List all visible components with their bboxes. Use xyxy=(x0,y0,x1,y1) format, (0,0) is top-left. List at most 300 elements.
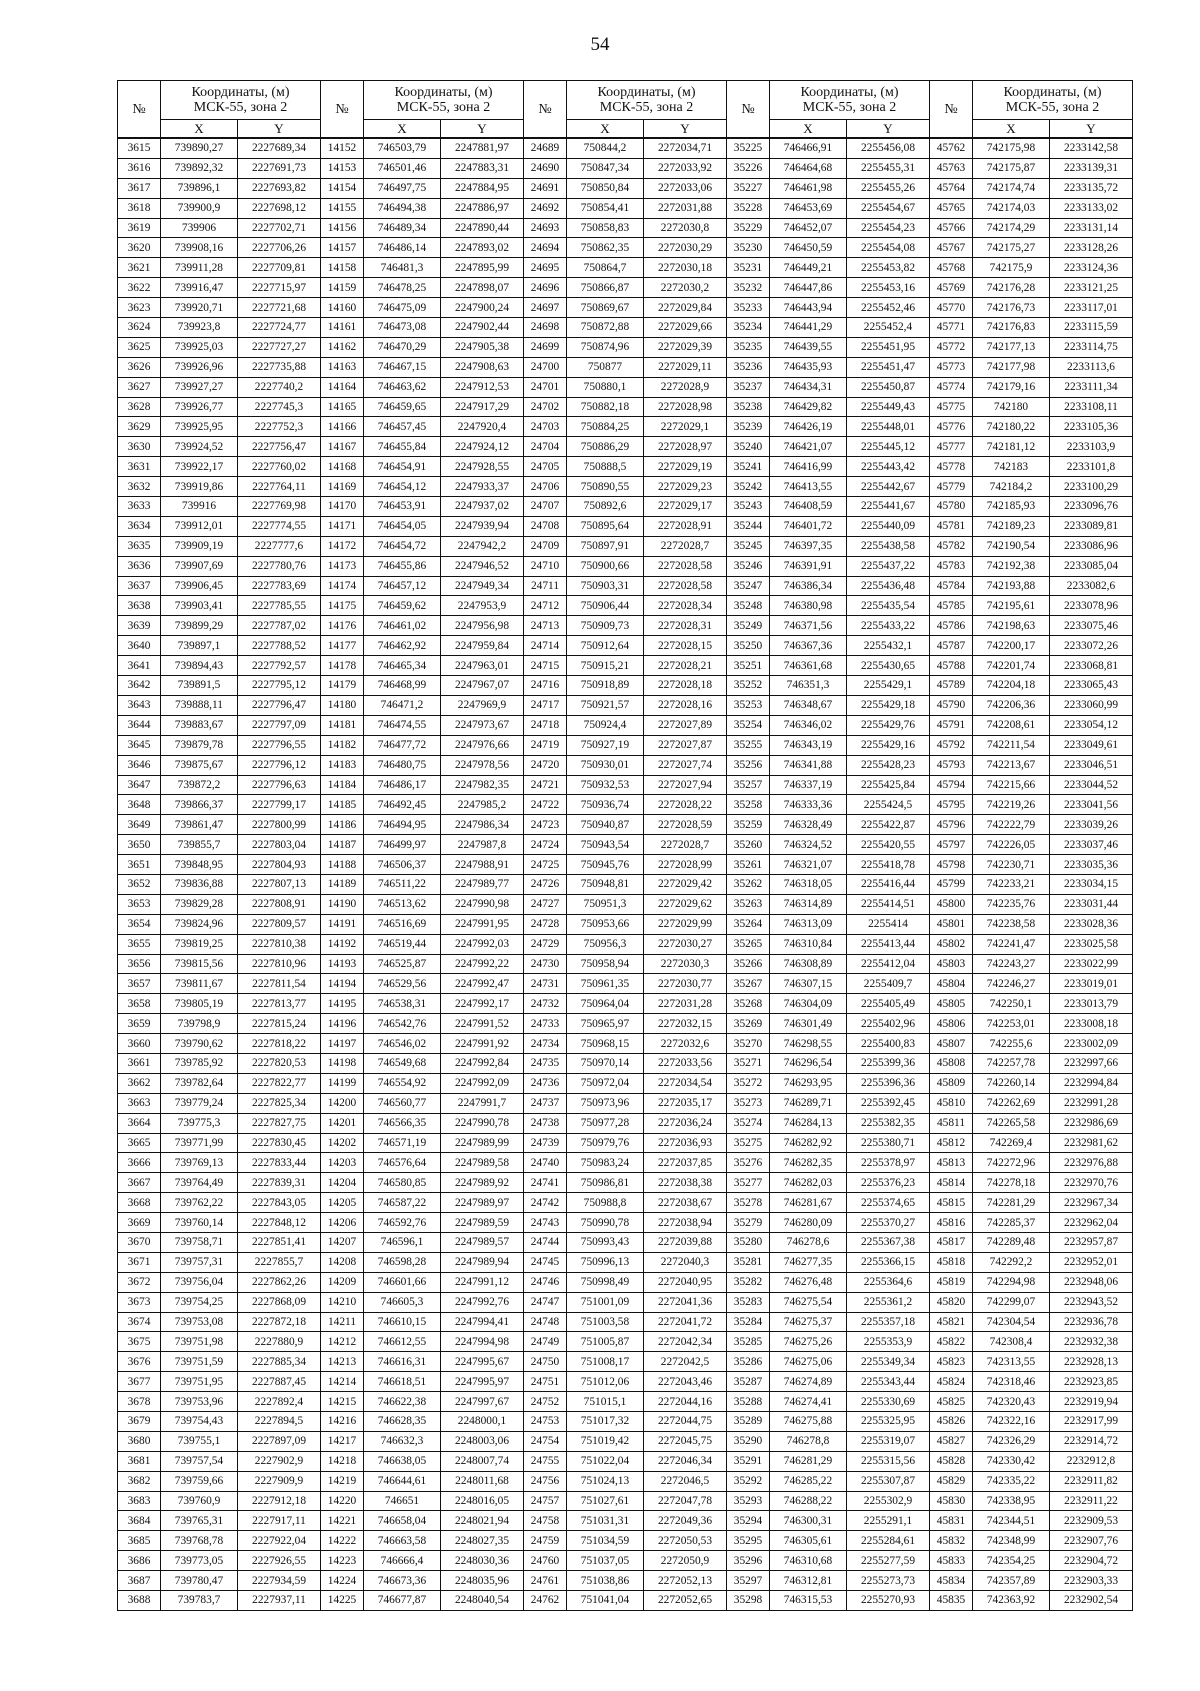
coord-y: 2227839,31 xyxy=(238,1173,321,1193)
coord-x: 742195,61 xyxy=(973,596,1050,616)
table-row xyxy=(118,576,1133,596)
coord-y: 2232912,8 xyxy=(1050,1451,1133,1471)
point-number: 35237 xyxy=(727,377,770,397)
coord-y: 2255364,6 xyxy=(847,1272,930,1292)
coord-y: 2232943,52 xyxy=(1050,1292,1133,1312)
coord-x: 746426,19 xyxy=(770,417,847,437)
table-row xyxy=(118,1491,1133,1511)
point-number: 24694 xyxy=(524,238,567,258)
coord-x: 742183 xyxy=(973,457,1050,477)
coord-x: 750973,96 xyxy=(567,1093,644,1113)
coord-x: 750862,35 xyxy=(567,238,644,258)
coord-y: 2233044,52 xyxy=(1050,775,1133,795)
coord-x: 746328,49 xyxy=(770,815,847,835)
coord-x: 739757,31 xyxy=(161,1252,238,1272)
coord-x: 750903,31 xyxy=(567,576,644,596)
point-number: 14212 xyxy=(321,1332,364,1352)
coord-x: 751015,1 xyxy=(567,1392,644,1412)
point-number: 35256 xyxy=(727,755,770,775)
coord-y: 2272030,29 xyxy=(644,238,727,258)
table-row xyxy=(118,258,1133,278)
coord-y: 2227787,02 xyxy=(238,616,321,636)
coord-x: 742299,07 xyxy=(973,1292,1050,1312)
point-number: 45771 xyxy=(930,318,973,338)
coord-x: 739897,1 xyxy=(161,636,238,656)
coord-y: 2272033,06 xyxy=(644,178,727,198)
table-row xyxy=(118,1531,1133,1551)
coord-y: 2255435,54 xyxy=(847,596,930,616)
coord-x: 746596,1 xyxy=(364,1232,441,1252)
coord-y: 2247953,9 xyxy=(441,596,524,616)
coord-y: 2272027,74 xyxy=(644,755,727,775)
point-number: 45783 xyxy=(930,556,973,576)
coord-x: 746310,84 xyxy=(770,934,847,954)
point-number: 3669 xyxy=(118,1213,161,1233)
table-row xyxy=(118,636,1133,656)
point-number: 45799 xyxy=(930,874,973,894)
coord-x: 739754,25 xyxy=(161,1292,238,1312)
coord-x: 751003,58 xyxy=(567,1312,644,1332)
table-row xyxy=(118,795,1133,815)
coord-y: 2247890,44 xyxy=(441,218,524,238)
point-number: 3668 xyxy=(118,1193,161,1213)
coord-x: 742190,54 xyxy=(973,536,1050,556)
coord-x: 746312,81 xyxy=(770,1571,847,1591)
coord-x: 742278,18 xyxy=(973,1173,1050,1193)
point-number: 14179 xyxy=(321,676,364,696)
point-number: 35230 xyxy=(727,238,770,258)
coord-y: 2232952,01 xyxy=(1050,1252,1133,1272)
header-number: № xyxy=(118,81,161,139)
point-number: 45823 xyxy=(930,1352,973,1372)
point-number: 3649 xyxy=(118,815,161,835)
coord-y: 2248007,74 xyxy=(441,1451,524,1471)
point-number: 14172 xyxy=(321,536,364,556)
point-number: 3615 xyxy=(118,138,161,158)
table-row xyxy=(118,1571,1133,1591)
table-row xyxy=(118,855,1133,875)
coord-x: 739925,03 xyxy=(161,337,238,357)
coord-x: 746519,44 xyxy=(364,934,441,954)
coord-y: 2247895,99 xyxy=(441,258,524,278)
coord-y: 2255437,22 xyxy=(847,556,930,576)
coord-y: 2233019,01 xyxy=(1050,974,1133,994)
coord-y: 2255392,45 xyxy=(847,1093,930,1113)
coord-y: 2247963,01 xyxy=(441,656,524,676)
coord-x: 746298,55 xyxy=(770,1034,847,1054)
coord-y: 2233124,36 xyxy=(1050,258,1133,278)
point-number: 24726 xyxy=(524,874,567,894)
coord-x: 742322,16 xyxy=(973,1412,1050,1432)
coord-y: 2227825,34 xyxy=(238,1093,321,1113)
coord-y: 2233054,12 xyxy=(1050,715,1133,735)
coord-y: 2232928,13 xyxy=(1050,1352,1133,1372)
header-x: X xyxy=(161,120,238,139)
coord-y: 2233100,29 xyxy=(1050,477,1133,497)
point-number: 24714 xyxy=(524,636,567,656)
point-number: 3676 xyxy=(118,1352,161,1372)
point-number: 3622 xyxy=(118,278,161,298)
coord-y: 2233008,18 xyxy=(1050,1014,1133,1034)
point-number: 3641 xyxy=(118,656,161,676)
point-number: 45804 xyxy=(930,974,973,994)
coord-x: 746455,84 xyxy=(364,437,441,457)
coord-y: 2227808,91 xyxy=(238,894,321,914)
coord-y: 2248027,35 xyxy=(441,1531,524,1551)
coord-y: 2272027,89 xyxy=(644,715,727,735)
coord-x: 750909,73 xyxy=(567,616,644,636)
header-coordinates xyxy=(973,81,1133,120)
coord-y: 2255441,67 xyxy=(847,497,930,517)
coord-y: 2227892,4 xyxy=(238,1392,321,1412)
coord-x: 742255,6 xyxy=(973,1034,1050,1054)
table-row xyxy=(118,497,1133,517)
point-number: 24740 xyxy=(524,1153,567,1173)
point-number: 14181 xyxy=(321,715,364,735)
coord-y: 2255440,09 xyxy=(847,516,930,536)
coord-x: 739824,96 xyxy=(161,914,238,934)
coord-y: 2255438,58 xyxy=(847,536,930,556)
coord-y: 2233114,75 xyxy=(1050,337,1133,357)
coord-x: 746560,77 xyxy=(364,1093,441,1113)
point-number: 45780 xyxy=(930,497,973,517)
point-number: 35228 xyxy=(727,198,770,218)
point-number: 35254 xyxy=(727,715,770,735)
coord-x: 742354,25 xyxy=(973,1551,1050,1571)
coord-y: 2247995,67 xyxy=(441,1352,524,1372)
coord-x: 739751,95 xyxy=(161,1372,238,1392)
header-coordinates xyxy=(364,81,524,120)
coord-y: 2272046,34 xyxy=(644,1451,727,1471)
coord-x: 750924,4 xyxy=(567,715,644,735)
coord-y: 2255380,71 xyxy=(847,1133,930,1153)
coord-y: 2247989,99 xyxy=(441,1133,524,1153)
coord-y: 2272029,17 xyxy=(644,497,727,517)
coord-y: 2247902,44 xyxy=(441,318,524,338)
coord-y: 2232902,54 xyxy=(1050,1591,1133,1611)
point-number: 24702 xyxy=(524,397,567,417)
header-number: № xyxy=(727,81,770,139)
coord-y: 2233086,96 xyxy=(1050,536,1133,556)
coord-x: 739765,31 xyxy=(161,1511,238,1531)
coord-x: 746346,02 xyxy=(770,715,847,735)
coord-y: 2227735,88 xyxy=(238,357,321,377)
point-number: 3670 xyxy=(118,1232,161,1252)
coord-x: 742180,22 xyxy=(973,417,1050,437)
coord-y: 2247989,92 xyxy=(441,1173,524,1193)
coord-y: 2272043,46 xyxy=(644,1372,727,1392)
point-number: 14196 xyxy=(321,1014,364,1034)
coord-y: 2247992,84 xyxy=(441,1053,524,1073)
coord-y: 2255418,78 xyxy=(847,855,930,875)
point-number: 45777 xyxy=(930,437,973,457)
coord-y: 2227872,18 xyxy=(238,1312,321,1332)
coord-y: 2247985,2 xyxy=(441,795,524,815)
coord-x: 750915,21 xyxy=(567,656,644,676)
point-number: 14200 xyxy=(321,1093,364,1113)
coord-y: 2227689,34 xyxy=(238,138,321,158)
coord-x: 746651 xyxy=(364,1491,441,1511)
point-number: 35257 xyxy=(727,775,770,795)
table-row xyxy=(118,695,1133,715)
coord-x: 746321,07 xyxy=(770,855,847,875)
coord-y: 2232986,69 xyxy=(1050,1113,1133,1133)
coord-y: 2255396,36 xyxy=(847,1073,930,1093)
coord-y: 2233078,96 xyxy=(1050,596,1133,616)
coord-y: 2255450,87 xyxy=(847,377,930,397)
point-number: 14203 xyxy=(321,1153,364,1173)
coord-x: 742213,67 xyxy=(973,755,1050,775)
coord-y: 2227797,09 xyxy=(238,715,321,735)
table-row xyxy=(118,178,1133,198)
coord-y: 2227827,75 xyxy=(238,1113,321,1133)
point-number: 3629 xyxy=(118,417,161,437)
coord-x: 751012,06 xyxy=(567,1372,644,1392)
coord-x: 742233,21 xyxy=(973,874,1050,894)
coord-x: 746618,51 xyxy=(364,1372,441,1392)
point-number: 45819 xyxy=(930,1272,973,1292)
point-number: 24741 xyxy=(524,1173,567,1193)
coord-y: 2255451,47 xyxy=(847,357,930,377)
coord-y: 2247920,4 xyxy=(441,417,524,437)
point-number: 45764 xyxy=(930,178,973,198)
point-number: 45802 xyxy=(930,934,973,954)
coord-y: 2233060,99 xyxy=(1050,695,1133,715)
coord-y: 2227740,2 xyxy=(238,377,321,397)
coord-y: 2227820,53 xyxy=(238,1053,321,1073)
coord-x: 746341,88 xyxy=(770,755,847,775)
coord-x: 742253,01 xyxy=(973,1014,1050,1034)
coord-x: 746435,93 xyxy=(770,357,847,377)
point-number: 3678 xyxy=(118,1392,161,1412)
coord-x: 746467,15 xyxy=(364,357,441,377)
coord-x: 746549,68 xyxy=(364,1053,441,1073)
coord-y: 2255325,95 xyxy=(847,1412,930,1432)
header-coordinates xyxy=(567,81,727,120)
point-number: 3623 xyxy=(118,298,161,318)
point-number: 35282 xyxy=(727,1272,770,1292)
point-number: 35236 xyxy=(727,357,770,377)
coord-y: 2255307,87 xyxy=(847,1471,930,1491)
coord-x: 742175,98 xyxy=(973,138,1050,158)
coord-x: 742246,27 xyxy=(973,974,1050,994)
point-number: 3686 xyxy=(118,1551,161,1571)
point-number: 45775 xyxy=(930,397,973,417)
coord-y: 2227715,97 xyxy=(238,278,321,298)
coord-y: 2233035,36 xyxy=(1050,855,1133,875)
coord-y: 2247989,58 xyxy=(441,1153,524,1173)
point-number: 45807 xyxy=(930,1034,973,1054)
coord-x: 750986,81 xyxy=(567,1173,644,1193)
coord-x: 746447,86 xyxy=(770,278,847,298)
point-number: 14192 xyxy=(321,934,364,954)
coord-y: 2232997,66 xyxy=(1050,1053,1133,1073)
point-number: 14159 xyxy=(321,278,364,298)
point-number: 24707 xyxy=(524,497,567,517)
coord-x: 746592,76 xyxy=(364,1213,441,1233)
table-row xyxy=(118,1372,1133,1392)
coord-x: 746477,72 xyxy=(364,735,441,755)
point-number: 14185 xyxy=(321,795,364,815)
coord-x: 742308,4 xyxy=(973,1332,1050,1352)
point-number: 45788 xyxy=(930,656,973,676)
coord-y: 2233111,34 xyxy=(1050,377,1133,397)
coord-x: 739925,95 xyxy=(161,417,238,437)
coord-y: 2272027,87 xyxy=(644,735,727,755)
point-number: 35289 xyxy=(727,1412,770,1432)
coord-y: 2247987,8 xyxy=(441,835,524,855)
coord-y: 2255378,97 xyxy=(847,1153,930,1173)
table-row xyxy=(118,437,1133,457)
coord-x: 742330,42 xyxy=(973,1451,1050,1471)
coord-y: 2227777,6 xyxy=(238,536,321,556)
coord-y: 2272047,78 xyxy=(644,1491,727,1511)
point-number: 14154 xyxy=(321,178,364,198)
coord-x: 746554,92 xyxy=(364,1073,441,1093)
coord-x: 746275,06 xyxy=(770,1352,847,1372)
point-number: 35253 xyxy=(727,695,770,715)
coord-x: 746337,19 xyxy=(770,775,847,795)
coord-y: 2233142,58 xyxy=(1050,138,1133,158)
table-row xyxy=(118,556,1133,576)
point-number: 14214 xyxy=(321,1372,364,1392)
coord-x: 746474,55 xyxy=(364,715,441,735)
coord-y: 2272028,9 xyxy=(644,377,727,397)
coord-x: 750858,83 xyxy=(567,218,644,238)
point-number: 45790 xyxy=(930,695,973,715)
point-number: 24703 xyxy=(524,417,567,437)
coord-x: 746566,35 xyxy=(364,1113,441,1133)
coord-x: 746281,67 xyxy=(770,1193,847,1213)
coord-y: 2227795,12 xyxy=(238,676,321,696)
coord-y: 2247994,98 xyxy=(441,1332,524,1352)
coord-x: 739924,52 xyxy=(161,437,238,457)
point-number: 24728 xyxy=(524,914,567,934)
table-row xyxy=(118,1392,1133,1412)
coord-y: 2227917,11 xyxy=(238,1511,321,1531)
table-row xyxy=(118,1451,1133,1471)
coord-y: 2255456,08 xyxy=(847,138,930,158)
table-row xyxy=(118,1073,1133,1093)
coord-x: 746605,3 xyxy=(364,1292,441,1312)
coord-y: 2255428,23 xyxy=(847,755,930,775)
coord-y: 2272038,38 xyxy=(644,1173,727,1193)
coord-y: 2272028,91 xyxy=(644,516,727,536)
point-number: 3675 xyxy=(118,1332,161,1352)
coord-y: 2233131,14 xyxy=(1050,218,1133,238)
point-number: 14167 xyxy=(321,437,364,457)
point-number: 45787 xyxy=(930,636,973,656)
coord-y: 2227796,47 xyxy=(238,695,321,715)
coord-x: 746481,3 xyxy=(364,258,441,278)
coord-x: 750895,64 xyxy=(567,516,644,536)
coord-x: 746628,35 xyxy=(364,1412,441,1432)
header-y: Y xyxy=(238,120,321,139)
coord-x: 739779,24 xyxy=(161,1093,238,1113)
coord-x: 739773,05 xyxy=(161,1551,238,1571)
coord-y: 2247969,9 xyxy=(441,695,524,715)
point-number: 14222 xyxy=(321,1531,364,1551)
coord-x: 739922,17 xyxy=(161,457,238,477)
coord-y: 2232994,84 xyxy=(1050,1073,1133,1093)
coord-y: 2272035,17 xyxy=(644,1093,727,1113)
coord-y: 2247967,07 xyxy=(441,676,524,696)
point-number: 14199 xyxy=(321,1073,364,1093)
point-number: 45832 xyxy=(930,1531,973,1551)
point-number: 24696 xyxy=(524,278,567,298)
coord-y: 2232909,53 xyxy=(1050,1511,1133,1531)
header-number: № xyxy=(321,81,364,139)
coord-y: 2255414,51 xyxy=(847,894,930,914)
point-number: 14210 xyxy=(321,1292,364,1312)
coord-x: 739758,71 xyxy=(161,1232,238,1252)
coord-y: 2272042,34 xyxy=(644,1332,727,1352)
coord-y: 2232948,06 xyxy=(1050,1272,1133,1292)
point-number: 14160 xyxy=(321,298,364,318)
coord-y: 2255453,16 xyxy=(847,278,930,298)
coord-x: 750897,91 xyxy=(567,536,644,556)
table-row xyxy=(118,536,1133,556)
table-row xyxy=(118,1511,1133,1531)
point-number: 3624 xyxy=(118,318,161,338)
point-number: 14176 xyxy=(321,616,364,636)
coord-y: 2272029,84 xyxy=(644,298,727,318)
point-number: 14162 xyxy=(321,337,364,357)
point-number: 24747 xyxy=(524,1292,567,1312)
coord-y: 2247900,24 xyxy=(441,298,524,318)
point-number: 24736 xyxy=(524,1073,567,1093)
point-number: 45785 xyxy=(930,596,973,616)
coord-y: 2233072,26 xyxy=(1050,636,1133,656)
table-row xyxy=(118,874,1133,894)
point-number: 45810 xyxy=(930,1093,973,1113)
point-number: 3680 xyxy=(118,1431,161,1451)
coord-x: 739907,69 xyxy=(161,556,238,576)
point-number: 45763 xyxy=(930,158,973,178)
coord-y: 2272029,62 xyxy=(644,894,727,914)
coord-x: 751019,42 xyxy=(567,1431,644,1451)
coord-y: 2233031,44 xyxy=(1050,894,1133,914)
coord-x: 750864,7 xyxy=(567,258,644,278)
coord-y: 2232903,33 xyxy=(1050,1571,1133,1591)
point-number: 45762 xyxy=(930,138,973,158)
coord-x: 746315,53 xyxy=(770,1591,847,1611)
point-number: 45789 xyxy=(930,676,973,696)
coord-x: 746580,85 xyxy=(364,1173,441,1193)
point-number: 35227 xyxy=(727,178,770,198)
point-number: 45812 xyxy=(930,1133,973,1153)
coord-y: 2255357,18 xyxy=(847,1312,930,1332)
point-number: 45816 xyxy=(930,1213,973,1233)
point-number: 14156 xyxy=(321,218,364,238)
point-number: 24756 xyxy=(524,1471,567,1491)
point-number: 24706 xyxy=(524,477,567,497)
coord-y: 2247992,22 xyxy=(441,954,524,974)
coord-x: 739751,59 xyxy=(161,1352,238,1372)
coord-x: 751031,31 xyxy=(567,1511,644,1531)
coord-y: 2233133,02 xyxy=(1050,198,1133,218)
point-number: 45815 xyxy=(930,1193,973,1213)
coord-y: 2247997,67 xyxy=(441,1392,524,1412)
coord-x: 742257,78 xyxy=(973,1053,1050,1073)
coord-x: 750953,66 xyxy=(567,914,644,934)
point-number: 35251 xyxy=(727,656,770,676)
point-number: 3654 xyxy=(118,914,161,934)
coord-y: 2272028,97 xyxy=(644,437,727,457)
point-number: 35246 xyxy=(727,556,770,576)
coord-y: 2232932,38 xyxy=(1050,1332,1133,1352)
coord-x: 739899,29 xyxy=(161,616,238,636)
